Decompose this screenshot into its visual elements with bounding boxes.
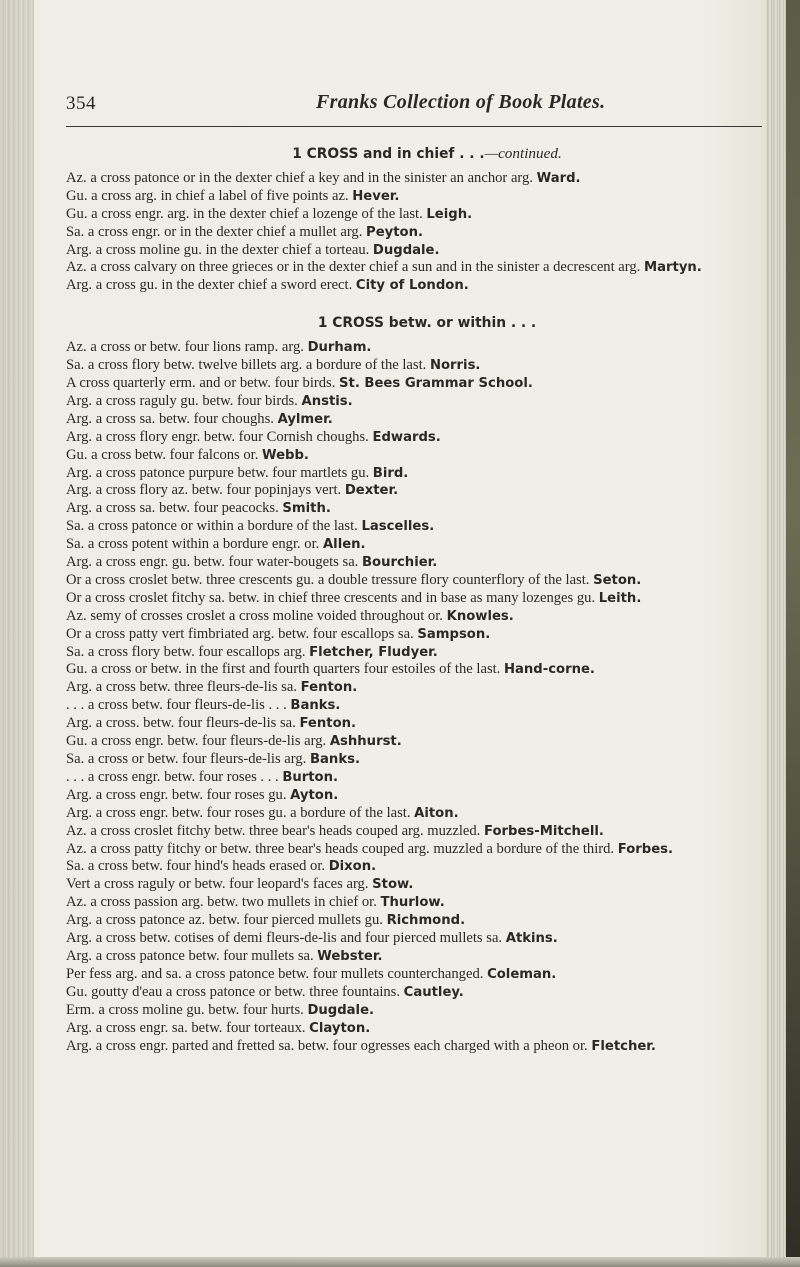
- blazon-text: Arg. a cross engr. betw. four roses gu.: [66, 786, 287, 803]
- owner-name: Ayton.: [290, 787, 339, 803]
- owner-name: Banks.: [290, 698, 341, 714]
- page-header: [66, 93, 766, 123]
- blazon-entry: [66, 572, 768, 590]
- blazon-entry: [66, 948, 768, 966]
- blazon-text: Sa. a cross patonce or within a bordure of the last.: [66, 518, 358, 535]
- blazon-entry: [66, 206, 768, 224]
- blazon-text: Or a cross croslet fitchy sa. betw. in chief three crescents and in base as many lozenges gu.: [66, 589, 596, 606]
- blazon-entry: [66, 411, 768, 429]
- blazon-text: Arg. a cross betw. cotises of demi fleurs-de-lis and four pierced mullets sa.: [66, 930, 503, 947]
- owner-name: Burton.: [282, 769, 339, 785]
- blazon-text: Or a cross croslet betw. three crescents gu. a double tressure flory counterflory of the last.: [66, 571, 590, 588]
- blazon-text: Arg. a cross moline gu. in the dexter chief a torteau.: [66, 241, 370, 258]
- owner-name: Knowles.: [446, 608, 514, 624]
- blazon-text: Az. a cross croslet fitchy betw. three bear's heads couped arg. muzzled.: [66, 822, 481, 839]
- blazon-entry: [66, 608, 768, 626]
- blazon-text: Sa. a cross or betw. four fleurs-de-lis arg.: [66, 751, 307, 767]
- blazon-text: Az. a cross patonce or in the dexter chief a key and in the sinister an anchor arg.: [66, 169, 533, 186]
- blazon-entry: [66, 733, 768, 751]
- blazon-text: Az. semy of crosses croslet a cross moline voided throughout or.: [66, 607, 443, 624]
- blazon-entry: [66, 500, 768, 518]
- owner-name: Cautley.: [403, 984, 464, 1000]
- owner-name: Aiton.: [414, 805, 459, 821]
- blazon-entry: [66, 715, 768, 733]
- owner-name: Bourchier.: [361, 555, 438, 571]
- owner-name: Banks.: [309, 752, 360, 767]
- blazon-text: Arg. a cross patonce purpure betw. four martlets gu.: [66, 464, 370, 481]
- owner-name: Peyton.: [366, 224, 423, 240]
- blazon-text: Gu. a cross arg. in chief a label of five points az.: [66, 187, 349, 204]
- owner-name: Hand-corne.: [503, 662, 595, 678]
- blazon-entry: [66, 751, 768, 769]
- blazon-entry: [66, 841, 768, 859]
- blazon-text: Gu. a cross betw. four falcons or.: [66, 446, 259, 463]
- blazon-text: Arg. a cross patonce betw. four mullets sa.: [66, 947, 314, 964]
- blazon-text: Sa. a cross flory betw. twelve billets arg. a bordure of the last.: [66, 357, 427, 374]
- section-heading-continued: —continued.: [484, 145, 562, 162]
- blazon-text: Arg. a cross betw. three fleurs-de-lis sa.: [66, 679, 297, 696]
- blazon-entry: [66, 170, 768, 188]
- blazon-text: Arg. a cross engr. parted and fretted sa. betw. four ogresses each charged with a pheon or.: [66, 1037, 588, 1054]
- owner-name: Forbes.: [617, 841, 674, 857]
- owner-name: Webster.: [317, 948, 383, 964]
- owner-name: Fletcher.: [591, 1038, 656, 1054]
- blazon-text: Arg. a cross engr. betw. four roses gu. a bordure of the last.: [66, 804, 411, 821]
- blazon-text: Sa. a cross flory betw. four escallops arg.: [66, 643, 306, 660]
- owner-name: Seton.: [593, 572, 642, 588]
- book-gutter: [0, 0, 34, 1267]
- owner-name: Ward.: [536, 170, 581, 186]
- blazon-text: Sa. a cross potent within a bordure engr. or.: [66, 536, 320, 553]
- blazon-entry: [66, 339, 768, 357]
- blazon-text: Az. a cross or betw. four lions ramp. arg.: [66, 339, 304, 356]
- blazon-entry: [66, 787, 768, 805]
- owner-name: Fenton.: [299, 716, 357, 732]
- blazon-entry: [66, 912, 768, 930]
- owner-name: Thurlow.: [380, 895, 445, 911]
- blazon-entry: [66, 465, 768, 483]
- owner-name: Dugdale.: [372, 242, 440, 258]
- blazon-entry: [66, 554, 768, 572]
- owner-name: Atkins.: [505, 931, 558, 947]
- owner-name: Forbes-Mitchell.: [484, 823, 604, 839]
- section-heading: [66, 146, 768, 163]
- blazon-text: Gu. a cross or betw. in the first and fourth quarters four estoiles of the last.: [66, 661, 501, 678]
- blazon-entry: [66, 1002, 768, 1020]
- blazon-entry: [66, 224, 768, 242]
- blazon-entry: [66, 188, 768, 206]
- owner-name: Dexter.: [344, 483, 399, 499]
- owner-name: Norris.: [429, 358, 481, 374]
- owner-name: Martyn.: [643, 260, 702, 276]
- blazon-entry: [66, 1038, 768, 1056]
- owner-name: Edwards.: [372, 429, 441, 445]
- blazon-entry: [66, 984, 768, 1002]
- blazon-text: . . . a cross betw. four fleurs-de-lis . . .: [66, 697, 287, 714]
- owner-name: Allen.: [322, 537, 366, 553]
- page-number: 354: [66, 93, 96, 114]
- owner-name: Clayton.: [309, 1020, 371, 1036]
- blazon-text: Sa. a cross betw. four hind's heads erased or.: [66, 858, 326, 875]
- blazon-entry: [66, 393, 768, 411]
- blazon-entry: [66, 805, 768, 823]
- blazon-text: Arg. a cross flory az. betw. four popinjays vert.: [66, 482, 342, 499]
- blazon-entry: [66, 242, 768, 260]
- blazon-text: Arg. a cross engr. gu. betw. four water-bougets sa.: [66, 554, 359, 571]
- blazon-text: A cross quarterly erm. and or betw. four birds.: [66, 374, 336, 391]
- owner-name: Coleman.: [487, 966, 557, 982]
- owner-name: Ashhurst.: [329, 734, 402, 750]
- blazon-entry: [66, 644, 768, 662]
- section-heading-lead: 1 CROSS betw. or within . . .: [317, 315, 537, 332]
- owner-name: Lascelles.: [361, 519, 435, 535]
- owner-name: Aylmer.: [277, 411, 333, 427]
- owner-name: Leith.: [598, 590, 642, 606]
- blazon-text: Arg. a cross sa. betw. four choughs.: [66, 410, 274, 427]
- blazon-text: Arg. a cross engr. sa. betw. four torteaux.: [66, 1019, 306, 1036]
- blazon-entry: [66, 823, 768, 841]
- blazon-text: Erm. a cross moline gu. betw. four hurts.: [66, 1001, 304, 1018]
- running-title: Franks Collection of Book Plates.: [316, 91, 606, 113]
- blazon-text: Arg. a cross gu. in the dexter chief a sword erect.: [66, 277, 353, 294]
- owner-name: Durham.: [307, 340, 372, 356]
- blazon-entry: [66, 357, 768, 375]
- heading-gap: [66, 163, 768, 170]
- blazon-text: Gu. a cross engr. arg. in the dexter chief a lozenge of the last.: [66, 205, 423, 222]
- blazon-entry: [66, 697, 768, 715]
- header-rule: [66, 126, 762, 127]
- blazon-text: Vert a cross raguly or betw. four leopard's faces arg.: [66, 876, 369, 893]
- blazon-entry: [66, 661, 768, 679]
- blazon-entry: [66, 769, 768, 787]
- blazon-entry: [66, 858, 768, 876]
- page-body: [66, 146, 768, 1055]
- owner-name: Dugdale.: [307, 1002, 375, 1018]
- blazon-entry: [66, 930, 768, 948]
- blazon-text: Per fess arg. and sa. a cross patonce betw. four mullets counterchanged.: [66, 965, 484, 982]
- page-bottom-edge: [0, 1257, 800, 1267]
- blazon-entry: [66, 626, 768, 644]
- blazon-entry: [66, 966, 768, 984]
- owner-name: Fenton.: [300, 680, 358, 696]
- blazon-entry: [66, 679, 768, 697]
- blazon-entry: [66, 590, 768, 608]
- owner-name: Richmond.: [386, 913, 466, 929]
- blazon-entry: [66, 447, 768, 465]
- blazon-text: Arg. a cross. betw. four fleurs-de-lis sa.: [66, 715, 296, 732]
- owner-name: Stow.: [372, 877, 414, 893]
- blazon-text: Az. a cross passion arg. betw. two mullets in chief or.: [66, 894, 377, 911]
- blazon-entry: [66, 429, 768, 447]
- blazon-entry: [66, 259, 768, 277]
- blazon-entry: [66, 876, 768, 894]
- blazon-entry: [66, 894, 768, 912]
- section-heading: [66, 315, 768, 332]
- section-gap: [66, 295, 768, 315]
- blazon-entry: [66, 1020, 768, 1038]
- owner-name: City of London.: [355, 278, 469, 294]
- blazon-text: Arg. a cross flory engr. betw. four Cornish choughs.: [66, 428, 369, 445]
- blazon-text: . . . a cross engr. betw. four roses . . .: [66, 768, 279, 785]
- blazon-text: Arg. a cross raguly gu. betw. four birds.: [66, 392, 298, 409]
- blazon-text: Gu. a cross engr. betw. four fleurs-de-lis arg.: [66, 733, 327, 750]
- blazon-text: Or a cross patty vert fimbriated arg. betw. four escallops sa.: [66, 625, 414, 642]
- heading-gap: [66, 332, 768, 339]
- blazon-text: Arg. a cross sa. betw. four peacocks.: [66, 500, 279, 517]
- owner-name: Sampson.: [417, 626, 491, 642]
- owner-name: Webb.: [262, 447, 309, 463]
- owner-name: Dixon.: [328, 859, 377, 875]
- blazon-text: Az. a cross patty fitchy or betw. three bear's heads couped arg. muzzled a bordure of the third.: [66, 840, 615, 857]
- blazon-entry: [66, 482, 768, 500]
- blazon-text: Sa. a cross engr. or in the dexter chief a mullet arg.: [66, 223, 363, 240]
- blazon-entry: [66, 518, 768, 536]
- owner-name: Leigh.: [426, 206, 473, 222]
- blazon-entry: [66, 375, 768, 393]
- blazon-entry: [66, 277, 768, 295]
- section-heading-lead: 1 CROSS and in chief . . .: [292, 146, 485, 162]
- owner-name: Hever.: [352, 188, 400, 204]
- book-spine-edge: [786, 0, 800, 1267]
- blazon-text: Gu. goutty d'eau a cross patonce or betw. three fountains.: [66, 983, 400, 1000]
- blazon-text: Arg. a cross patonce az. betw. four pierced mullets gu.: [66, 912, 383, 929]
- blazon-entry: [66, 536, 768, 554]
- owner-name: Smith.: [282, 501, 331, 517]
- blazon-text: Az. a cross calvary on three grieces or in the dexter chief a sun and in the sinister a decrescent arg.: [66, 259, 641, 276]
- owner-name: Anstis.: [301, 393, 353, 409]
- owner-name: Fletcher, Fludyer.: [309, 644, 438, 660]
- owner-name: St. Bees Grammar School.: [339, 375, 533, 391]
- owner-name: Bird.: [372, 465, 409, 481]
